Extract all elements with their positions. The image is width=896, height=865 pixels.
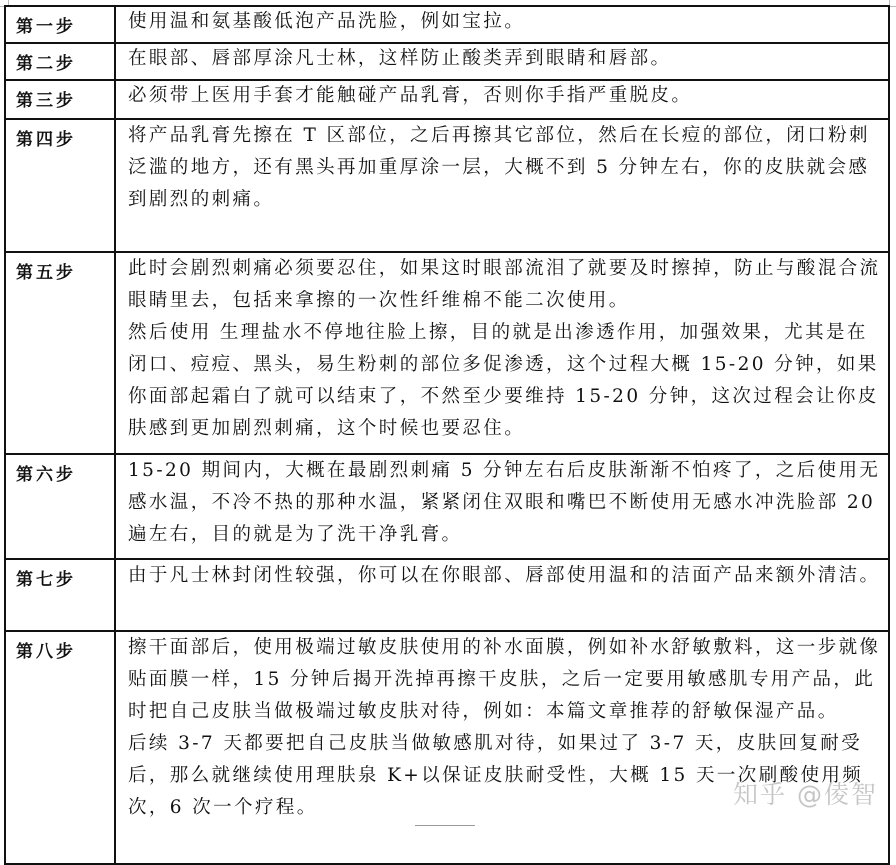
- table-row: [5, 119, 889, 252]
- step-paragraph: 此时会剧烈刺痛必须要忍住，如果这时眼部流泪了就要及时擦掉，防止与酸混合流眼睛里去，包括来拿擦的一次性纤维棉不能二次使用。: [128, 258, 881, 311]
- step-paragraph: 后续 3-7 天都要把自己皮肤当做敏感肌对待，如果过了 3-7 天，皮肤回复耐受后，那么就继续使用理肤泉 K+以保证皮肤耐受性，大概 15 天一次刷酸使用频次，6 次一个疗程。: [128, 733, 864, 818]
- table-row: [5, 252, 889, 454]
- zhihu-watermark: 知乎 @倰智: [733, 780, 878, 809]
- steps-table: [4, 5, 890, 865]
- step-content: [115, 559, 889, 631]
- step-label: 第六步: [5, 454, 115, 559]
- page-corner-mark-right: [889, 0, 896, 7]
- step-paragraph: 使用温和氨基酸低泡产品洗脸，例如宝拉。: [128, 11, 526, 32]
- table-row: [5, 43, 889, 80]
- step-paragraph: 擦干面部后，使用极端过敏皮肤使用的补水面膜，例如补水舒敏敷料，这一步就像贴面膜一样，15 分钟后揭开洗掉再擦干皮肤，之后一定要用敏感肌专用产品，此时把自己皮肤当做极端过敏皮肤对待，例如：本篇文章推荐的舒敏保湿产品。: [128, 637, 881, 722]
- step-label: 第二步: [5, 43, 115, 80]
- step-paragraph: 15-20 期间内，大概在最剧烈刺痛 5 分钟左右后皮肤渐渐不怕疼了，之后使用无感水温，不冷不热的那种水温，紧紧闭住双眼和嘴巴不断使用无感水冲洗脸部 20 遍左右，目的就是为了洗干净乳膏。: [128, 460, 881, 545]
- step-content: [115, 631, 889, 864]
- table-row: [5, 6, 889, 43]
- step-paragraph: 在眼部、唇部厚涂凡士林，这样防止酸类弄到眼睛和唇部。: [128, 48, 672, 69]
- step-content: [115, 252, 889, 454]
- step-content: [115, 43, 889, 80]
- step-content: [115, 80, 889, 119]
- step-paragraph: 必须带上医用手套才能触碰产品乳膏，否则你手指严重脱皮。: [128, 85, 693, 106]
- step-label: 第一步: [5, 6, 115, 43]
- table-row: [5, 559, 889, 631]
- step-content: [115, 454, 889, 559]
- table-row: [5, 454, 889, 559]
- step-paragraph: 将产品乳膏先擦在 T 区部位，之后再擦其它部位，然后在长痘的部位，闭口粉刺泛滥的地方，还有黑头再加重厚涂一层，大概不到 5 分钟左右，你的皮肤就会感到剧烈的刺痛。: [128, 125, 870, 210]
- table-row: [5, 80, 889, 119]
- page-bottom-mark: [415, 825, 475, 829]
- step-paragraph: 由于凡士林封闭性较强，你可以在你眼部、唇部使用温和的洁面产品来额外清洁。: [128, 565, 881, 586]
- table-row: [5, 631, 889, 864]
- step-content: [115, 6, 889, 43]
- step-label: 第七步: [5, 559, 115, 631]
- step-paragraph: 然后使用 生理盐水不停地往脸上擦，目的就是出渗透作用，加强效果，尤其是在闭口、痘痘、黑头，易生粉刺的部位多促渗透，这个过程大概 15-20 分钟，如果你面部起霜白了就可以结束了，不然至少要维持 15-20 分钟，这次过程会让你皮肤感到更加剧烈刺痛，这个时候也要忍住。: [128, 322, 879, 439]
- step-label: 第八步: [5, 631, 115, 864]
- step-label: 第四步: [5, 119, 115, 252]
- step-label: 第五步: [5, 252, 115, 454]
- step-label: 第三步: [5, 80, 115, 119]
- step-content: [115, 119, 889, 252]
